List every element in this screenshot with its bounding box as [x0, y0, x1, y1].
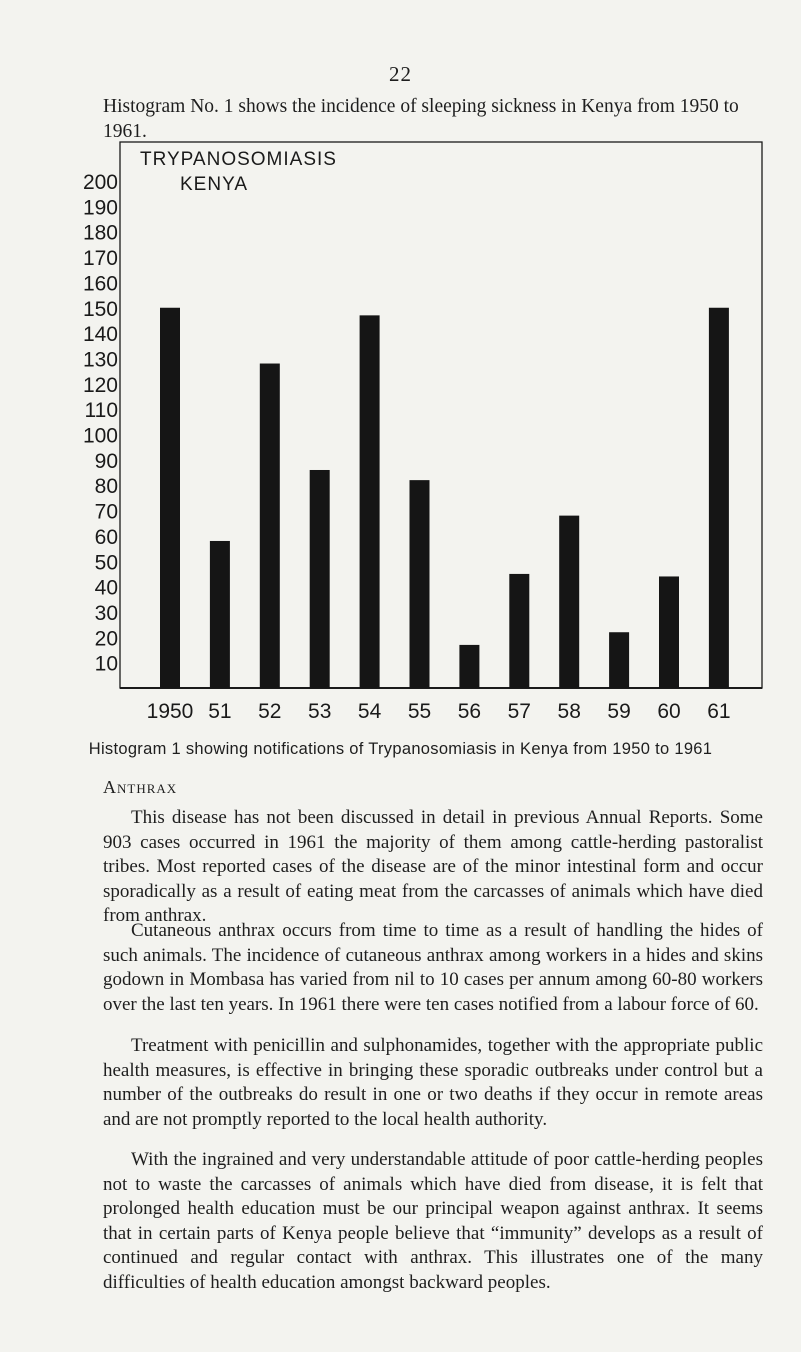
histogram-bar: [559, 516, 579, 688]
histogram-bar: [659, 576, 679, 688]
y-tick-label: 110: [84, 399, 118, 423]
x-tick-label: 52: [258, 700, 282, 723]
x-tick-label: 55: [407, 700, 432, 723]
y-tick-label: 120: [82, 373, 118, 397]
x-tick-label: 59: [607, 700, 631, 723]
histogram-bar: [310, 470, 330, 688]
x-tick-label: 1950: [146, 700, 194, 723]
histogram-bar: [360, 315, 380, 688]
y-tick-label: 190: [82, 196, 118, 220]
histogram-bar: [160, 308, 180, 688]
x-tick-label: 60: [657, 700, 681, 723]
x-tick-label: 61: [707, 700, 731, 723]
y-tick-label: 100: [82, 424, 118, 448]
anthrax-paragraph-3: Treatment with penicillin and sulphonamides, together with the appropriate public health measures, is effective in bringing these sporadic outbreaks under control but a number of the outbreaks do result in one or two deaths if they occur in remote areas and are not promptly reported to the local health authority.: [103, 1035, 763, 1130]
y-tick-label: 160: [82, 272, 118, 296]
x-tick-label: 58: [557, 700, 581, 723]
anthrax-heading: Anthrax: [103, 777, 178, 797]
y-tick-label: 200: [82, 171, 118, 194]
y-tick-label: 90: [94, 449, 118, 473]
y-tick-label: 70: [94, 500, 118, 524]
y-tick-label: 60: [94, 525, 118, 549]
anthrax-paragraph-2: Cutaneous anthrax occurs from time to time as a result of handling the hides of such animals. The incidence of cutaneous anthrax among workers in a hides and skins godown in Mombasa has varied from nil to 10 cases per annum among 60-80 workers over the last ten years. In 1961 there were ten cases notified from a labour force of 60.: [103, 920, 763, 1015]
chart-title: TRYPANOSOMIASIS: [140, 149, 337, 170]
y-tick-label: 150: [82, 297, 118, 321]
histogram-bar: [260, 364, 280, 688]
histogram-bar: [210, 541, 230, 688]
histogram-bar: [410, 480, 430, 688]
x-tick-label: 56: [457, 700, 482, 723]
trypanosomiasis-histogram: [0, 140, 801, 735]
chart-subtitle: KENYA: [180, 174, 249, 195]
histogram-bar: [459, 645, 479, 688]
y-tick-label: 30: [94, 601, 118, 625]
y-tick-label: 20: [94, 627, 118, 651]
anthrax-paragraph-1: This disease has not been discussed in detail in previous Annual Reports. Some 903 cases occurred in 1961 the majority of them among cattle-herding pastoralist tribes. Most reported cases of the disease are of the minor intestinal form and occur sporadically as a result of eating meat from the carcasses of animals which have died from anthrax.: [103, 807, 763, 927]
histogram-bar: [609, 632, 629, 688]
y-tick-label: 40: [94, 576, 118, 600]
x-tick-label: 54: [357, 700, 382, 723]
y-tick-label: 140: [82, 323, 118, 347]
intro-text: Histogram No. 1 shows the incidence of sleeping sickness in Kenya from 1950 to 1961.: [103, 96, 739, 142]
y-tick-label: 180: [82, 221, 118, 245]
y-tick-label: 50: [94, 551, 118, 575]
y-tick-label: 170: [82, 247, 118, 271]
y-tick-label: 130: [82, 348, 118, 372]
x-tick-label: 53: [308, 700, 332, 723]
x-tick-label: 57: [507, 700, 531, 723]
x-tick-label: 51: [208, 700, 232, 723]
y-tick-label: 10: [94, 652, 118, 676]
histogram-bar: [709, 308, 729, 688]
histogram-caption: Histogram 1 showing notifications of Trypanosomiasis in Kenya from 1950 to 1961: [88, 740, 713, 758]
y-tick-label: 80: [94, 475, 118, 499]
histogram-bar: [509, 574, 529, 688]
page-number: 22: [389, 62, 412, 86]
anthrax-paragraph-4: With the ingrained and very understandable attitude of poor cattle-herding peoples not to waste the carcasses of animals which have died from disease, it is felt that prolonged health education must be our principal weapon against anthrax. It seems that in certain parts of Kenya people believe that “immunity” develops as a result of continued and regular contact with anthrax. This illustrates one of the many difficulties of health education amongst backward peoples.: [103, 1149, 763, 1293]
